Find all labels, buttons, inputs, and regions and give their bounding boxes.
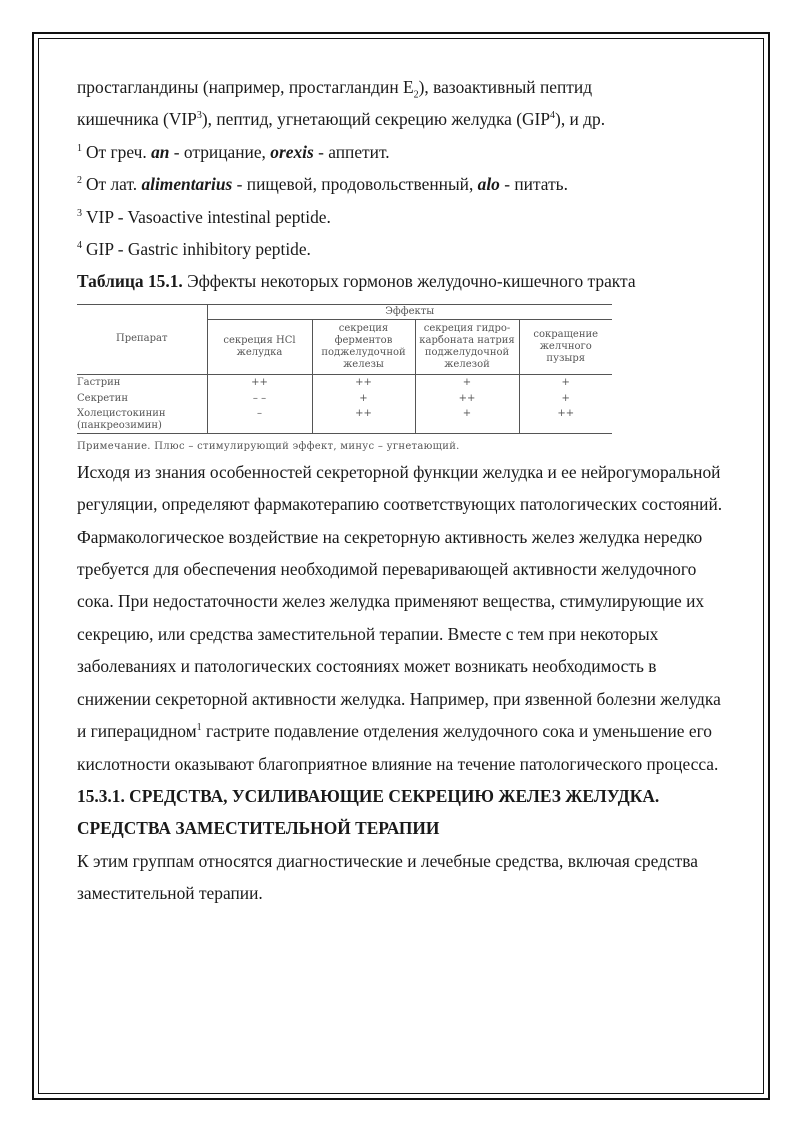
section-heading: 15.3.1. СРЕДСТВА, УСИЛИВАЮЩИЕ СЕКРЕЦИЮ ЖЕЛЕЗ ЖЕЛУДКА. СРЕДСТВА ЗАМЕСТИТЕЛЬНОЙ ТЕРАПИИ bbox=[77, 785, 660, 839]
footnote-1: $^1$ От греч. an - отрицание, orexis - аппетит. bbox=[77, 141, 390, 162]
section-paragraph: К этим группам относятся диагностические и лечебные средства, включая средства заместительной терапии. bbox=[77, 850, 698, 904]
footnote-2: $^2$ От лат. alimentarius - пищевой, продовольственный, alo - питать. bbox=[77, 174, 568, 195]
pharm-paragraph: Фармакологическое воздействие на секреторную активность желез желудка нередко требуется для обеспечения необходимой переваривающей активности желудочного сока. При недостаточности желез желудка применяют вещества, стимулирующие их секрецию, или средства заместительной терапии. Вместе с тем при некоторых заболеваниях и патологических состояниях может возникать необходимость в снижении секреторной активности желудка. Например, при язвенной болезни желудка и гиперацидном$^1$ гастрите подавление отделения желудочного сока и уменьшение его кислотности оказывают благоприятное влияние на течение патологического процесса. bbox=[77, 526, 721, 774]
header-col-hcl: секреция HCl желудка bbox=[207, 319, 312, 374]
table-row: Гастрин ++ ++ + + bbox=[77, 374, 612, 391]
table-row: Холецистокинин (панкреозимин) – ++ + ++ bbox=[77, 407, 612, 434]
hormone-effects-table bbox=[77, 304, 612, 434]
table-note: Примечание. Плюс – стимулирующий эффект, минус – угнетающий. bbox=[77, 440, 460, 452]
footnote-4: $^4$ GIP - Gastric inhibitory peptide. bbox=[77, 239, 311, 260]
footnote-3: $^3$ VIP - Vasoactive intestinal peptide. bbox=[77, 206, 331, 227]
header-drug: Препарат bbox=[77, 304, 207, 374]
table-title: Таблица 15.1. Эффекты некоторых гормонов желудочно-кишечного тракта bbox=[77, 271, 636, 292]
header-col-gallbladder: сокращение желчного пузыря bbox=[519, 319, 612, 374]
page-content bbox=[77, 71, 727, 910]
header-col-bicarbonate: секреция гидро-карбоната натрия поджелудочной железой bbox=[415, 319, 519, 374]
header-col-enzymes: секреция ферментов поджелудочной железы bbox=[312, 319, 415, 374]
hormone-effects-table-figure bbox=[77, 304, 617, 454]
intro-paragraph: простагландины (например, простагландин $E_2$), вазоактивный пептид кишечника (VIP$^3$), пептид, угнетающий секрецию желудка (GIP$^4$), и др. bbox=[77, 77, 606, 130]
table-row: Секретин – – + ++ + bbox=[77, 391, 612, 407]
header-effects: Эффекты bbox=[207, 304, 612, 319]
body-paragraph: Исходя из знания особенностей секреторной функции желудка и ее нейрогуморальной регуляции, определяют фармакотерапию соответствующих патологических состояний. bbox=[77, 461, 723, 515]
